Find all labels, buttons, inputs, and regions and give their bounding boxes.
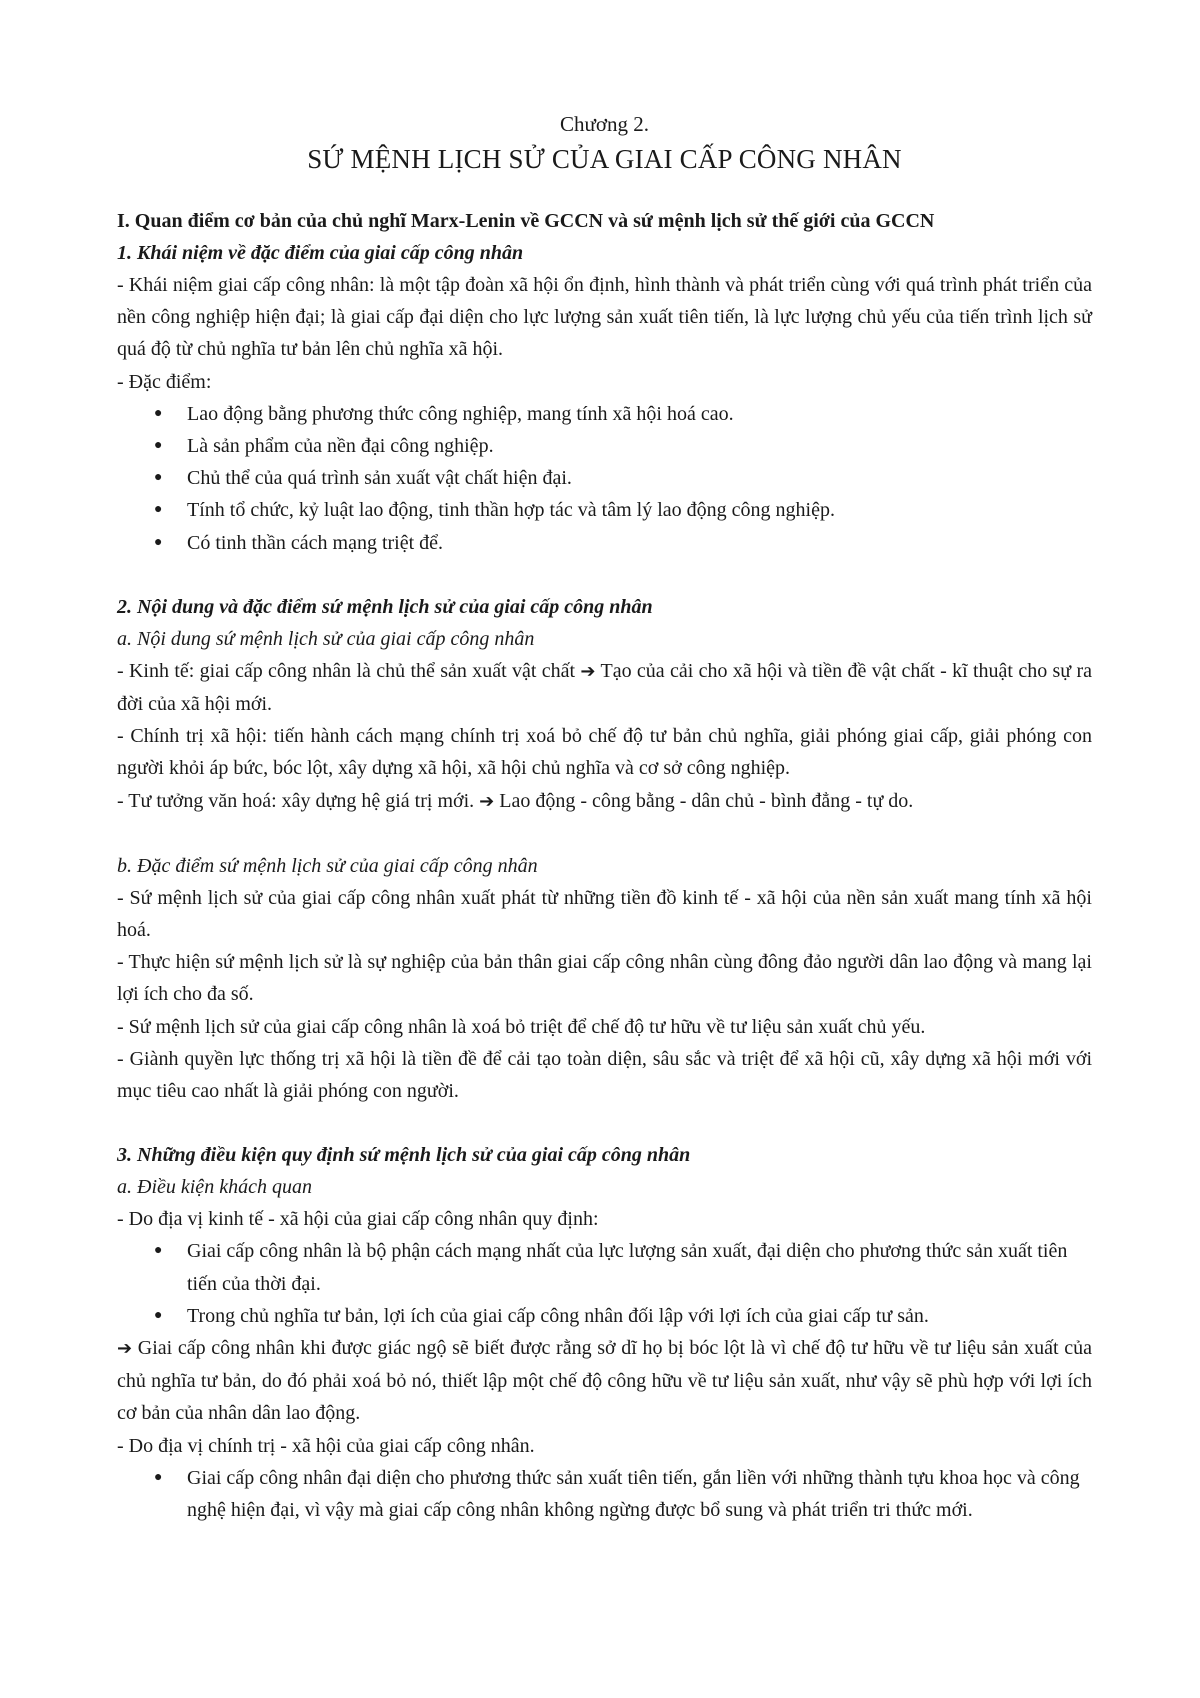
subsection-heading-2: 2. Nội dung và đặc điểm sứ mệnh lịch sử của giai cấp công nhân — [117, 595, 653, 618]
features-label: - Đặc điểm: — [117, 370, 212, 393]
subheading-objective: a. Điều kiện khách quan — [117, 1176, 312, 1199]
page-title: SỨ MỆNH LỊCH SỬ CỦA GIAI CẤP CÔNG NHÂN — [307, 144, 902, 174]
list-item: ● Là sản phẩm của nền đại công nghiệp. — [187, 430, 1092, 462]
subsection-heading-3: 3. Những điều kiện quy định sứ mệnh lịch sử của giai cấp công nhân — [117, 1144, 691, 1167]
list-item: ● Có tinh thần cách mạng triệt để. — [187, 527, 1092, 559]
culture-text-2: Lao động - công bằng - dân chủ - bình đẳng - tự do. — [499, 789, 914, 812]
chapter-label: Chương 2. — [560, 112, 649, 136]
characteristic-paragraph: - Sứ mệnh lịch sử của giai cấp công nhân là xoá bỏ triệt để chế độ tư hữu về tư liệu sản xuất chủ yếu. — [117, 1015, 926, 1038]
subheading-content: a. Nội dung sứ mệnh lịch sử của giai cấp công nhân — [117, 627, 535, 650]
list-item: ● Chủ thể của quá trình sản xuất vật chất hiện đại. — [187, 462, 1092, 494]
economic-text-1: - Kinh tế: giai cấp công nhân là chủ thể sản xuất vật chất — [117, 659, 576, 682]
culture-paragraph — [117, 785, 1092, 818]
conclusion-text: Giai cấp công nhân khi được giác ngộ sẽ biết được rằng sở dĩ họ bị bóc lột là vì chế độ tư hữu về tư liệu sản xuất của chủ nghĩa tư bản, do đó phải xoá bỏ nó, thiết lập một chế độ công hữu về tư liệu sản xuất, như vậy sẽ phù hợp với lợi ích cơ bản của nhân dân lao động. — [117, 1337, 1093, 1425]
characteristic-paragraph: - Giành quyền lực thống trị xã hội là tiền đề để cải tạo toàn diện, sâu sắc và triệt để xã hội cũ, xây dựng xã hội mới với mục tiêu cao nhất là giải phóng con người. — [117, 1047, 1092, 1103]
characteristic-paragraph: - Sứ mệnh lịch sử của giai cấp công nhân xuất phát từ những tiền đồ kinh tế - xã hội của nền sản xuất mang tính xã hội hoá. — [117, 886, 1092, 942]
characteristic-paragraph: - Thực hiện sứ mệnh lịch sử là sự nghiệp của bản thân giai cấp công nhân cùng đông đảo người dân lao động và mang lại lợi ích cho đa số. — [117, 951, 1092, 1006]
political-status-label: - Do địa vị chính trị - xã hội của giai cấp công nhân. — [117, 1434, 535, 1457]
definition-paragraph: - Khái niệm giai cấp công nhân: là một tập đoàn xã hội ổn định, hình thành và phát triển cùng với quá trình phát triển của nền công nghiệp hiện đại; là giai cấp đại diện cho lực lượng sản xuất tiên tiến, là lực lượng chủ yếu của tiến trình lịch sử quá độ từ chủ nghĩa tư bản lên chủ nghĩa xã hội. — [117, 274, 1092, 361]
list-item: ● Giai cấp công nhân là bộ phận cách mạng nhất của lực lượng sản xuất, đại diện cho phương thức sản xuất tiên tiến của thời đại. — [187, 1235, 1092, 1299]
economic-text-2: Tạo của cải cho xã hội và tiền đề vật chất - kĩ thuật cho sự ra đời của xã hội mới. — [117, 659, 1093, 716]
subsection-heading-1: 1. Khái niệm về đặc điểm của giai cấp công nhân — [117, 242, 524, 264]
list-item: ● Tính tổ chức, kỷ luật lao động, tinh thần hợp tác và tâm lý lao động công nghiệp. — [187, 494, 1092, 526]
political-status-list — [117, 1462, 1092, 1526]
arrow-right-icon: ➔ — [117, 1338, 133, 1360]
features-list — [117, 398, 1092, 559]
document-page — [117, 110, 1092, 1526]
economic-status-label: - Do địa vị kinh tế - xã hội của giai cấp công nhân quy định: — [117, 1208, 599, 1231]
arrow-right-icon: ➔ — [580, 660, 596, 682]
list-item: ● Trong chủ nghĩa tư bản, lợi ích của giai cấp công nhân đối lập với lợi ích của giai cấp tư sản. — [187, 1300, 1092, 1332]
political-paragraph: - Chính trị xã hội: tiến hành cách mạng chính trị xoá bỏ chế độ tư bản chủ nghĩa, giải phóng giai cấp, giải phóng con người khỏi áp bức, bóc lột, xây dựng xã hội, xã hội chủ nghĩa và cơ sở công nghiệp. — [117, 725, 1092, 780]
economic-status-list — [117, 1235, 1092, 1332]
list-item: ● Giai cấp công nhân đại diện cho phương thức sản xuất tiên tiến, gắn liền với những thành tựu khoa học và công nghệ hiện đại, vì vậy mà giai cấp công nhân không ngừng được bổ sung và phát triển tri thức mới. — [187, 1462, 1092, 1526]
economic-paragraph — [117, 655, 1092, 720]
culture-text-1: - Tư tưởng văn hoá: xây dựng hệ giá trị mới. — [117, 789, 475, 812]
section-heading-1: I. Quan điểm cơ bản của chủ nghĩ Marx-Lenin về GCCN và sứ mệnh lịch sử thế giới của GCCN — [117, 210, 935, 232]
list-item: ● Lao động bằng phương thức công nghiệp, mang tính xã hội hoá cao. — [187, 398, 1092, 430]
conclusion-paragraph — [117, 1332, 1092, 1430]
subheading-characteristics: b. Đặc điểm sứ mệnh lịch sử của giai cấp công nhân — [117, 854, 538, 877]
arrow-right-icon: ➔ — [479, 790, 495, 812]
